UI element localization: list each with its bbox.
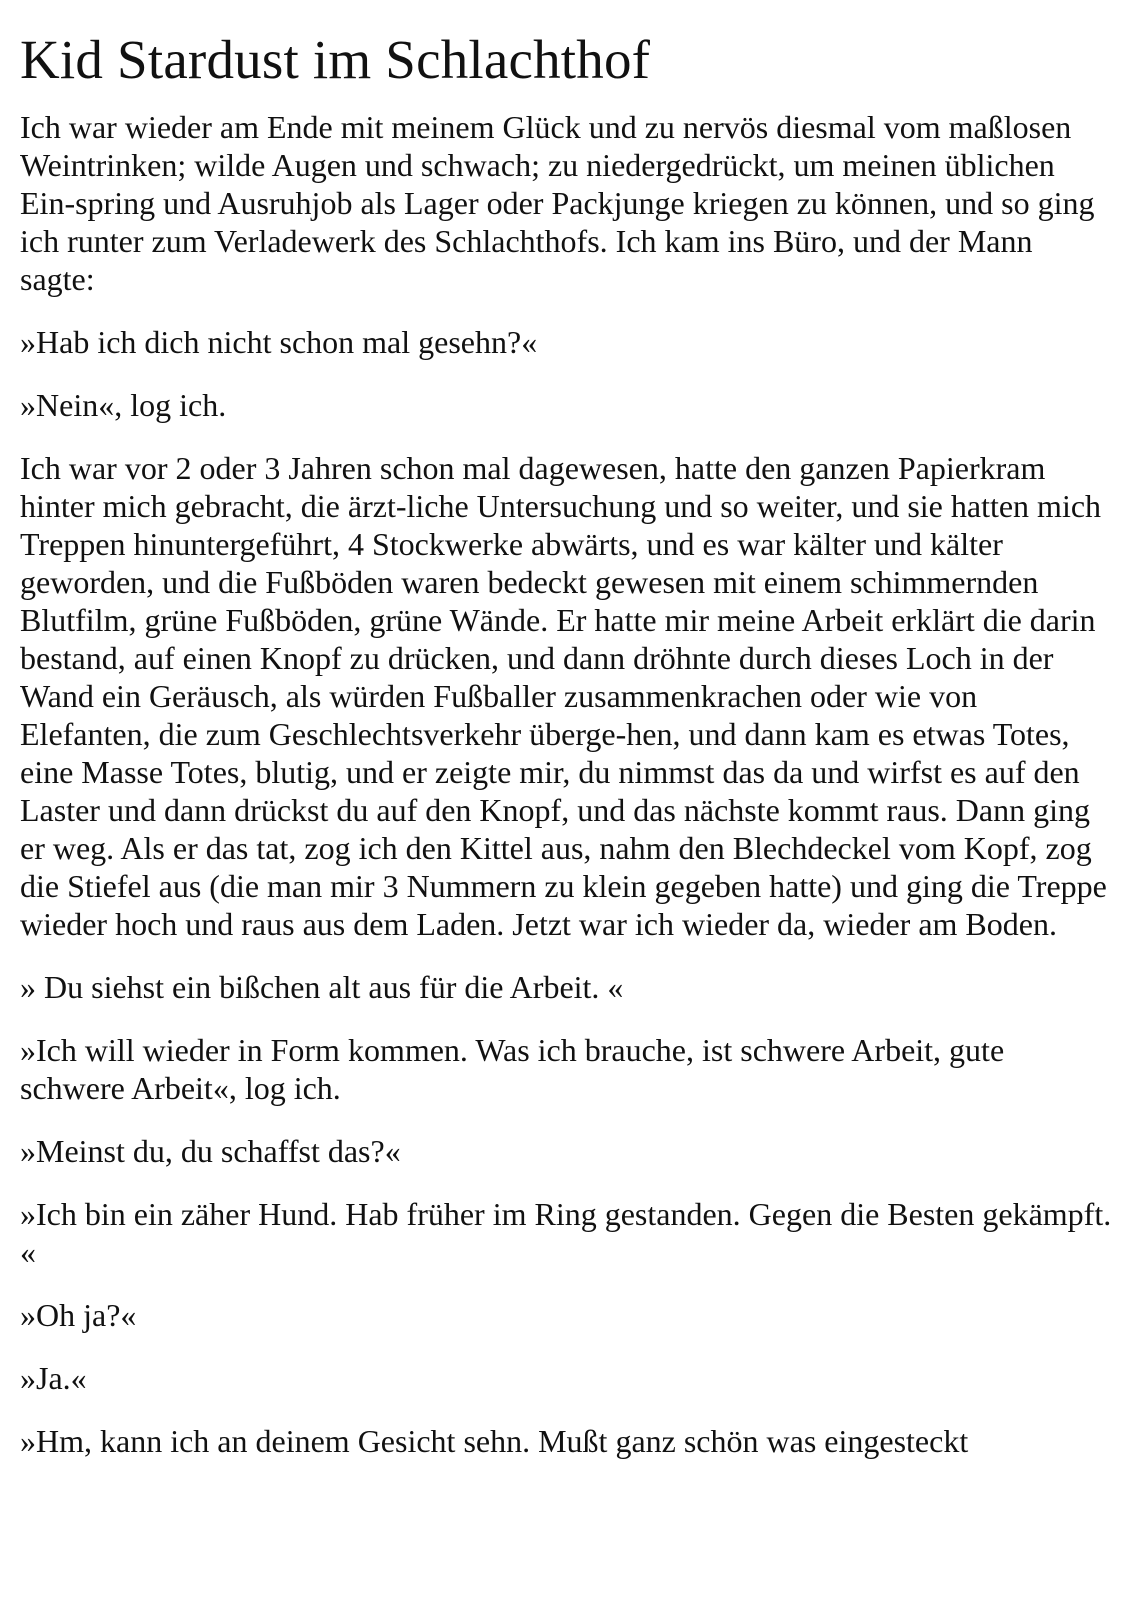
paragraph: »Nein«, log ich. (20, 386, 227, 423)
paragraph: »Ich bin ein zäher Hund. Hab früher im Ring gestanden. Gegen die Besten gekämpft. « (20, 1195, 1112, 1270)
paragraph: »Ja.« (20, 1359, 87, 1396)
paragraph: »Ich will wieder in Form kommen. Was ich brauche, ist schwere Arbeit, gute schwere Arbeit«, log ich. (20, 1031, 1005, 1106)
paragraph: Ich war vor 2 oder 3 Jahren schon mal dagewesen, hatte den ganzen Papierkram hinter mich gebracht, die ärzt-liche Untersuchung und so weiter, und sie hatten mich Treppen hinuntergeführt, 4 Stockwerke abwärts, und es war kälter und kälter geworden, und die Fußböden waren bedeckt gewesen mit einem schimmernden Blutfilm, grüne Fußböden, grüne Wände. Er hatte mir meine Arbeit erklärt die darin bestand, auf einen Knopf zu drücken, und dann dröhnte durch dieses Loch in der Wand ein Geräusch, als würden Fußballer zusammenkrachen oder wie von Elefanten, die zum Geschlechtsverkehr überge-hen, und dann kam es etwas Totes, eine Masse Totes, blutig, und er zeigte mir, du nimmst das da und wirfst es auf den Laster und dann drückst du auf den Knopf, und das nächste kommt raus. Dann ging er weg. Als er das tat, zog ich den Kittel aus, nahm den Blechdeckel vom Kopf, zog die Stiefel aus (die man mir 3 Nummern zu klein gegeben hatte) und ging die Treppe wieder hoch und raus aus dem Laden. Jetzt war ich wieder da, wieder am Boden. (20, 449, 1107, 942)
paragraph: »Hm, kann ich an deinem Gesicht sehn. Mußt ganz schön was eingesteckt (20, 1422, 969, 1459)
paragraph: »Oh ja?« (20, 1296, 137, 1333)
paragraph: »Meinst du, du schaffst das?« (20, 1132, 401, 1169)
paragraph: » Du siehst ein bißchen alt aus für die Arbeit. « (20, 968, 624, 1005)
document-page (20, 30, 1112, 1485)
paragraph: Ich war wieder am Ende mit meinem Glück und zu nervös diesmal vom maßlosen Weintrinken; wilde Augen und schwach; zu niedergedrückt, um meinen üblichen Ein-spring und Ausruhjob als Lager oder Packjunge kriegen zu können, und so ging ich runter zum Verladewerk des Schlachthofs. Ich kam ins Büro, und der Mann sagte: (20, 108, 1095, 297)
document-title: Kid Stardust im Schlachthof (20, 29, 651, 90)
paragraph: »Hab ich dich nicht schon mal gesehn?« (20, 323, 538, 360)
